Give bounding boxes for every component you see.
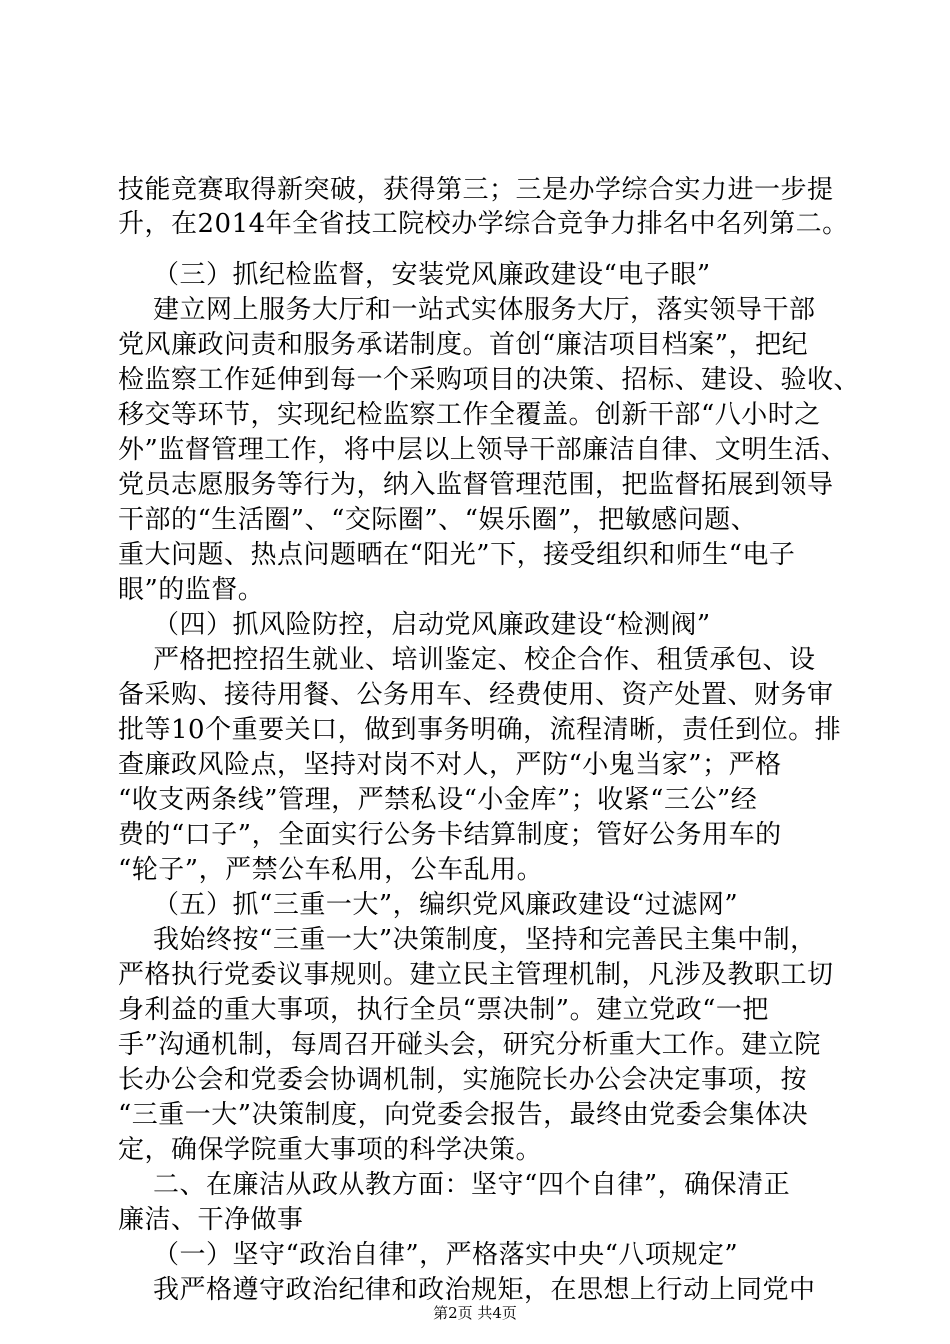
text-line: 干部的“生活圈”、“交际圈”、“娱乐圈”，把敏感问题、 — [118, 505, 758, 535]
page-number: 第2页 共4页 — [433, 1304, 517, 1322]
text-line: “轮子”，严禁公车私用，公车乱用。 — [118, 855, 544, 885]
text-line: 身利益的重大事项，执行全员“票决制”。建立党政“一把 — [118, 995, 769, 1025]
text-line: 批等10个重要关口，做到事务明确，流程清晰，责任到位。排 — [118, 715, 842, 745]
text-line: 我始终按“三重一大”决策制度，坚持和完善民主集中制， — [118, 925, 817, 955]
text-line: 外”监督管理工作，将中层以上领导干部廉洁自律、文明生活、 — [118, 435, 848, 465]
section-heading: （三）抓纪检监督，安装党风廉政建设“电子眼” — [118, 260, 711, 290]
text-line: 升，在2014年全省技工院校办学综合竞争力排名中名列第二。 — [118, 209, 849, 239]
text-line: 技能竞赛取得新突破，获得第三；三是办学综合实力进一步提 — [118, 175, 834, 205]
text-line: 备采购、接待用餐、公务用车、经费使用、资产处置、财务审 — [118, 680, 834, 710]
text-line: 定，确保学院重大事项的科学决策。 — [118, 1135, 543, 1165]
text-line: 查廉政风险点，坚持对岗不对人，严防“小鬼当家”；严格 — [118, 750, 782, 780]
section-heading: （四）抓风险防控，启动党风廉政建设“检测阀” — [118, 610, 711, 640]
text-line: 党风廉政问责和服务承诺制度。首创“廉洁项目档案”，把纪 — [118, 330, 809, 360]
section-heading: 二、在廉洁从政从教方面：坚守“四个自律”，确保清正 — [118, 1170, 791, 1200]
text-line: 眼”的监督。 — [118, 575, 265, 605]
text-line: 费的“口子”，全面实行公务卡结算制度；管好公务用车的 — [118, 820, 782, 850]
text-line: 检监察工作延伸到每一个采购项目的决策、招标、建设、验收、 — [118, 365, 861, 395]
text-line: 移交等环节，实现纪检监察工作全覆盖。创新干部“八小时之 — [118, 400, 821, 430]
text-line: 严格执行党委议事规则。建立民主管理机制，凡涉及教职工切 — [118, 960, 834, 990]
text-line: “收支两条线”管理，严禁私设“小金库”；收紧“三公”经 — [118, 785, 758, 815]
text-line: 重大问题、热点问题晒在“阳光”下，接受组织和师生“电子 — [118, 540, 796, 570]
text-line: “三重一大”决策制度，向党委会报告，最终由党委会集体决 — [118, 1100, 809, 1130]
text-line: 手”沟通机制，每周召开碰头会，研究分析重大工作。建立院 — [118, 1030, 821, 1060]
text-line: 廉洁、干净做事 — [118, 1205, 304, 1235]
section-heading: （一）坚守“政治自律”，严格落实中央“八项规定” — [118, 1240, 739, 1270]
text-line: 严格把控招生就业、培训鉴定、校企合作、租赁承包、设 — [118, 645, 816, 675]
text-line: 建立网上服务大厅和一站式实体服务大厅，落实领导干部 — [118, 295, 816, 325]
text-line: 长办公会和党委会协调机制，实施院长办公会决定事项，按 — [118, 1065, 808, 1095]
section-heading: （五）抓“三重一大”，编织党风廉政建设“过滤网” — [118, 890, 739, 920]
text-line: 我严格遵守政治纪律和政治规矩，在思想上行动上同党中 — [118, 1275, 816, 1305]
text-line: 党员志愿服务等行为，纳入监督管理范围，把监督拓展到领导 — [118, 470, 834, 500]
